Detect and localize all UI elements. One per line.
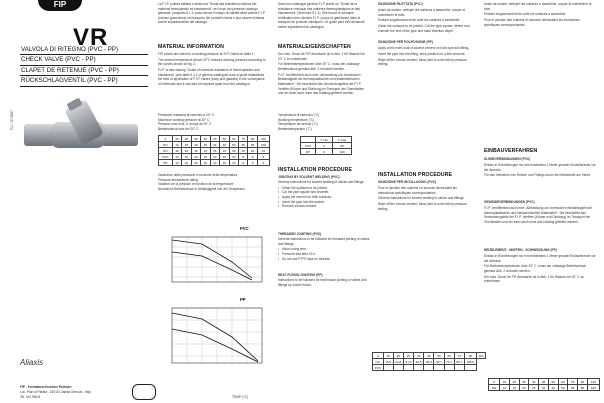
bottom-cell: 32 [414, 353, 424, 359]
pressure-cell: 25 [191, 136, 200, 142]
bottom-cell [383, 365, 393, 371]
pressure-cell: 75 [238, 136, 247, 142]
bottom-row [373, 365, 486, 371]
bottom-cell: PVC [373, 365, 384, 371]
pressure-cell: 6 [248, 160, 257, 166]
pressure-row [159, 160, 270, 166]
col1-intro [158, 2, 268, 26]
bottom-cell [403, 365, 413, 371]
pressure-cell: d [159, 136, 173, 142]
temp-en: Working temperature (°C) [278, 117, 315, 122]
pvc-chart [162, 232, 272, 292]
table1-captions [158, 113, 268, 131]
col4-de [484, 163, 596, 179]
de-p29: Für das Verkleben von Rohren und Fittings durch die Klebemuffe am Ventil. [484, 173, 591, 178]
fip-logo [38, 0, 82, 11]
bottom-cell [434, 365, 444, 371]
bottom-cell: 90 [464, 353, 476, 359]
bottom-right-cell: 25 [529, 385, 539, 391]
bottom-right-cell: 110 [587, 379, 599, 385]
chart-caption-it: Variazione della pressione in funzione della temperatura [158, 173, 238, 177]
bullet-4: • Insert the pipe into the socket. [278, 200, 370, 205]
pressure-cell: 10 [172, 160, 181, 166]
pressure-cell: 10 [201, 154, 210, 160]
footer-logo-outline [132, 384, 156, 400]
chart-captions [158, 173, 268, 191]
pressure-cell: 16 [182, 148, 191, 154]
pressure-cell: PP [159, 160, 173, 166]
threaded-title: THREADED JOINTING (PVC) [278, 232, 322, 236]
temp-captions [278, 113, 370, 131]
temp-row [301, 149, 352, 155]
de-p16-b: F.I.P. veröffentlicht auch eine „Abhandlung zur chemischen Beständigkeit der thermoplastischen und elastomerischen Materialien". Sie beschreibt das Verwendungsfeld der F.I.P. Ventilen (Körper und Dichtung) im Transport der Chemikalien und ein kann auch ohne das Katalog geliefert werden. [484, 206, 593, 224]
pressure-cell: 16 [220, 148, 229, 154]
bottom-right-cell: 50 [548, 379, 558, 385]
bottom-right-cell: 63 [558, 379, 568, 385]
col4-de-3 [484, 254, 596, 285]
bottom-cell: 31.9 [403, 359, 413, 365]
bottom-cell: 75 [454, 353, 464, 359]
pressure-cell: 10 [182, 154, 191, 160]
pressure-cell: 50 [220, 136, 229, 142]
klebeverbindungen: KLEBEVERBINDUNGEN (PVC) [484, 157, 531, 161]
col2-intro [278, 2, 370, 31]
en-p23: Apply a thin even coat of solvent cement on both pipe and fitting. [378, 46, 470, 50]
fr-p32-b: Enduire soigneusement de colle les surfaces à assembler. [484, 12, 567, 17]
col1-material [158, 52, 268, 88]
de-p28-b: Einbau in Rohrleitungen nur mit mindestens 1 Meter gerader Einlaufstrecke vor der Armatur. [484, 254, 596, 263]
bottom-cell: 20 [393, 353, 403, 359]
bottom-right-cell: 40 [539, 379, 549, 385]
logo-text: FIP [53, 0, 67, 9]
pressure-cell: 40 [220, 142, 229, 148]
temp-de: Betriebstemperatur (°C) [278, 126, 312, 131]
temp-cell: T min [316, 137, 333, 143]
pressure-cell: 6 [238, 154, 247, 160]
pressure-cell: 6 [257, 154, 269, 160]
bottom-cell [393, 365, 403, 371]
pressure-cell: 20 [191, 142, 200, 148]
de-p28: Einbau in Rohrleitungen nur mit mindestens 1 Meter gerader Einlaufstrecke vor der Armatur. [484, 163, 596, 172]
intro-it: La F.I.P. politica italiana e stata una "Guida alla resistenza chimica dei materiali termoplastici ed elastomerici" nel corpo del presente catalogo generale, prospetto 5.1.1 ossia ricerca il campo di validità della valvola F.I.P (incluso guarnizioni) nel trasporto dei prodotti chimici e può essere richiesta anche separatamente dal catalogo. [158, 2, 265, 25]
bottom-cell: 24.8 [393, 359, 403, 365]
threaded-p26: General instructions to be followed for threaded jointing of valves and fittings: [278, 237, 370, 246]
bottom-right-cell: 25 [519, 379, 529, 385]
bottom-right-cell: 75 [568, 379, 578, 385]
fr-p30-b: Pour le jonction des robinets et raccords nécessitant les instructions spécifiques correspondantes. [484, 18, 580, 27]
installation-title: INSTALLATION PROCEDURE [278, 167, 353, 173]
install-bullets [278, 186, 370, 209]
pressure-cell: 32 [210, 142, 219, 148]
pressure-cell: 40 [210, 136, 219, 142]
de-p14: Der max. Druck für FIP Armaturen ist in Abb. 1 für Wasser bei 20° C zu entnehmen. [278, 52, 365, 61]
en-p21-b: General instructions for solvent welding of valves and fittings: [378, 196, 465, 201]
bottom-cell: 50 [434, 353, 444, 359]
bottom-cell: 40.5 [414, 359, 424, 365]
pp-chart-label: PP [240, 297, 246, 302]
pressure-cell: 10 [229, 160, 238, 166]
de-p15-b: Für Betriebstemperaturen über 20° C, muss der zulässige Betriebsdruck gemäss Abb. 2 reduziert werden. [484, 264, 586, 273]
title-it: VALVOLA DI RITEGNO (PVC - PP) [20, 45, 148, 55]
de-p14-b: Der max. Druck für FIP Armaturen ist in Abb. 1 für Wasser bei 20° C zu entnehmen. [484, 274, 584, 284]
fusion-p27: Instructions to be followed for heat fusion jointing of valves and fittings by socket fusion. [278, 278, 367, 287]
pressure-cell: 16 [201, 148, 210, 154]
pressure-cell: 10 [210, 160, 219, 166]
bottom-right-cell: 10 [500, 385, 510, 391]
pressure-cell: 65 [238, 142, 247, 148]
col3-mid [378, 46, 470, 68]
product-code: VR [73, 24, 109, 51]
bullet-7: • Pressure test after 24 h. [278, 252, 370, 257]
en-p25-b: Wipe off the excess cement. Allow joint to cure before pressure testing. [378, 202, 467, 211]
fusion-title: HEAT FUSION JOINTING (PP) [278, 273, 323, 277]
pressure-cell: 10 [201, 160, 210, 166]
bottom-cell: 110 [477, 353, 486, 359]
bottom-cell: 40 [424, 353, 434, 359]
fr-p30: Pour le jonction des robinets et raccords nécessitant les instructions spécifiques correspondantes. [378, 186, 457, 195]
caption-en: Maximum working pressure at 20° C [158, 117, 210, 122]
fr-p31-b: Avant de souder, nettoyer les surfaces à assembler, couper et chanfreiner le tube. [484, 2, 592, 11]
bottom-right-cell: 20 [519, 385, 529, 391]
title-de: RÜCKSCHLAGVENTIL (PVC - PP) [20, 76, 148, 86]
temp-table [300, 136, 352, 155]
col2-install [278, 180, 370, 209]
fr-p31: Avant de souder, nettoyer les surfaces à assembler, couper et chanfreiner le tube. [378, 8, 466, 17]
left-margin [10, 30, 16, 340]
bottom-cell: 106.6 [464, 359, 476, 365]
temp-cell: PP [301, 149, 316, 155]
pressure-cell: 10 [238, 148, 247, 154]
heizelement: HEIZELEMENT - MUFFEN - SCHWEISSUNG (PP) [484, 248, 557, 252]
temp-cell: 60 [333, 143, 352, 149]
bottom-cell: 63 [444, 353, 454, 359]
bottom-right-cell: 32 [539, 385, 549, 391]
pressure-cell: 16 [210, 148, 219, 154]
bullet-8: • Do not use PTFE tape on threads. [278, 257, 370, 262]
pressure-cell: 10 [182, 160, 191, 166]
pressure-cell: 80 [248, 142, 257, 148]
pressure-cell: PVC [159, 154, 173, 160]
title-en: CHECK VALVE (PVC - PP) [20, 55, 148, 65]
bottom-table [372, 352, 486, 371]
pressure-cell: 10 [191, 154, 200, 160]
col3-install [378, 186, 470, 213]
pp-chart [162, 303, 272, 375]
footer-company: FIP - Formatura Iniezione Polimeri [20, 385, 72, 389]
footer-phone: Tel. 010 96211 [20, 395, 41, 399]
bottom-cell: 62.7 [434, 359, 444, 365]
bottom-cell [454, 365, 464, 371]
bullet-3: • Apply the cement on both surfaces. [278, 195, 370, 200]
material-p3: The service temperature above 20°C reduces working pressure according to the curves shown on fig. 2. [158, 57, 266, 67]
pressure-cell: 6 [248, 154, 257, 160]
pressure-cell: 90 [248, 136, 257, 142]
pressure-cell: 16 [191, 148, 200, 154]
bottom-cell: mm [373, 359, 384, 365]
pressure-cell: 6 [238, 160, 247, 166]
pressure-cell: 6 [257, 160, 269, 166]
einbau-title: EINBAUVERFAHREN [484, 148, 538, 154]
margin-code: F.C. / 07.2007 [10, 110, 14, 130]
pressure-cell: 16 [172, 148, 181, 154]
bottom-cell: d [373, 353, 384, 359]
caption-de: Betriebsdruck max bei 20° C [158, 126, 199, 131]
col3-top [378, 8, 470, 35]
bottom-right-cell: 90 [578, 379, 588, 385]
fr-p32: Enduire soigneusement de colle les surfaces à assembler. [378, 18, 461, 23]
temp-cell: 0 [316, 149, 333, 155]
materialeigenschaften-title: MATERIALEIGENSCHAFTEN [278, 44, 351, 50]
bottom-cell [444, 365, 454, 371]
bottom-right-cell: DN [489, 385, 500, 391]
col4-top [484, 2, 596, 29]
col4-de-2 [484, 206, 596, 226]
pressure-cell: 16 [229, 148, 238, 154]
pressure-table [158, 135, 270, 166]
en-p22: Clean the surfaces to be jointed. Cut the pipe square, deburr and chamfer the end of the pipe and mark insertion depth. [378, 24, 470, 33]
pressure-cell: 25 [201, 142, 210, 148]
valve-image [22, 98, 142, 170]
temp-cell: T max [333, 137, 352, 143]
giunzione-filettata: GIUNZIONE FILETTATA (PVC) [378, 2, 423, 6]
material-p2: FIP valves are rated for a working pressure at 20°C listed on table 1. [158, 52, 255, 56]
col2-threaded [278, 237, 370, 261]
pressure-cell: 10 [210, 154, 219, 160]
giunzione-polifusione: GIUNZIONE PER POLIFUSIONE (PP) [378, 40, 433, 44]
bottom-cell: 25 [403, 353, 413, 359]
bottom-cell [424, 365, 434, 371]
bullet-5: • Remove excess cement. [278, 204, 370, 209]
title-fr: CLAPET DE RETENUE (PVC - PP) [20, 66, 148, 76]
caption-it: Pressione massima di esercizio a 20° C [158, 113, 215, 117]
temp-cell: 0 [316, 143, 333, 149]
aliaxis-brand: Aliaxis [20, 358, 44, 367]
bottom-cell: 16 [383, 353, 393, 359]
bottom-cell: 86.7 [454, 359, 464, 365]
bottom-cell [464, 365, 476, 371]
bottom-right-cell: 32 [529, 379, 539, 385]
en-p25: Wipe off the excess cement. Allow joint to cure before pressure testing. [378, 57, 467, 67]
temp-it: Temperatura di esercizio (°C) [278, 113, 320, 117]
bottom-cell: 15.5 [383, 359, 393, 365]
bottom-right-cell: 50 [558, 385, 568, 391]
bottom-right-cell: 65 [568, 385, 578, 391]
temp-fr: Température de service (°C) [278, 122, 318, 127]
product-titles [20, 45, 148, 87]
col2-fusion [278, 278, 370, 288]
pressure-cell: 15 [182, 142, 191, 148]
bullet-2: • Cut the pipe square and chamfer. [278, 190, 370, 195]
de-p15: Für Betriebstemperaturen über 20° C, muss der zulässige Betriebsdruck gemäss Abb. 2 reduziert werden. [278, 62, 360, 71]
pressure-cell: 10 [220, 160, 229, 166]
chart-caption-en: Pressure temperature rating [158, 177, 198, 182]
bullet-6: • Allow curing time. [278, 247, 370, 252]
gewindeverbindungen: GEWINDEVERBINDUNGEN (PVC) [484, 200, 535, 204]
temp-cell: PVC [301, 143, 316, 149]
install-p21: General instructions for solvent welding of valves and fittings: [278, 180, 365, 184]
bottom-right-cell: 40 [548, 385, 558, 391]
pressure-cell: 110 [257, 136, 269, 142]
bottom-cell [414, 365, 424, 371]
bottom-cell: 74.7 [444, 359, 454, 365]
pressure-cell: 10 [229, 154, 238, 160]
bottom-caption: TEMP. (°C) [232, 395, 248, 399]
bullet-1: • Clean the surfaces to be jointed. [278, 186, 370, 191]
bottom-right-cell: 15 [509, 385, 519, 391]
bottom-right-cell: 100 [587, 385, 599, 391]
material-info-title: MATERIAL INFORMATION [158, 44, 224, 50]
en-p24: Insert the pipe into the fitting, keep position for a few seconds. [378, 51, 466, 56]
solvent-title: JOINTING BY SOLVENT WELDING (PVC) [278, 175, 340, 179]
caption-fr: Pression max hors. fl. temps de 20° C [158, 122, 212, 127]
material-p4: F.I.P. is also issuing "Guide of chemical resistance of thermoplastics and elastomers" (see table 5.1.1 of general catalogue) such a guide establishes the field of application of F.I.P. valves (body and gaskets) in the conveyance of chemicals and it can also be required apart from the catalogue. [158, 68, 265, 86]
pressure-cell: DN [159, 142, 173, 148]
bottom-cell: 49.9 [424, 359, 434, 365]
pressure-cell: 10 [220, 154, 229, 160]
giunzione-incollaggio: GIUNZIONE PER INCOLLAGGIO (PVC) [378, 180, 437, 184]
pressure-cell: 16 [172, 136, 181, 142]
footer-address: Loc. Pian di Parata - 16015 Casella Genova - Italy [20, 390, 91, 394]
bottom-right-row [489, 385, 600, 391]
pressure-cell: 10 [191, 160, 200, 166]
intro-fr: Dans son catalogue général F.I.P publie un "Guide de la résistance chimique des matières thermoplastiques et des élastomères" (Brochure 5.1.1). Elle trouve le domaine d'utilisation des robinets F.I.P. (corps et garnitures) dans le transport de produits chimiques. Ce guide peut être demandé même séparément du catalogue. [278, 2, 365, 29]
bottom-right-cell: 80 [578, 385, 588, 391]
pressure-cell: PN [159, 148, 173, 154]
pressure-cell: 10 [172, 154, 181, 160]
pressure-cell: 100 [257, 142, 269, 148]
bottom-right-cell: 16 [500, 379, 510, 385]
bottom-right-cell: d [489, 379, 500, 385]
bottom-right-table [488, 378, 600, 391]
pressure-cell: 63 [229, 136, 238, 142]
temp-cell: 100 [333, 149, 352, 155]
bottom-right-cell: 20 [509, 379, 519, 385]
threaded-bullets [278, 247, 370, 261]
pressure-cell: 10 [248, 148, 257, 154]
chart-caption-de: Nenndruck Betriebsdruck in Abhängigkeit von der Temperatur [158, 186, 245, 191]
pressure-cell: 50 [229, 142, 238, 148]
pressure-cell: 32 [201, 136, 210, 142]
pressure-cell: 20 [182, 136, 191, 142]
pvc-chart-label: PVC [240, 226, 249, 231]
de-p16: F.I.P. veröffentlicht auch eine „Abhandlung zur chemischen Beständigkeit der thermoplastischen und elastomerischen Materialien". Sie beschreibt das Verwendungsfeld der F.I.P. Ventilen (Körper und Dichtung) im Transport der Chemikalien und ein kann auch ohne das Katalog geliefert werden. [278, 72, 365, 96]
pressure-cell: 10 [257, 148, 269, 154]
pressure-cell: 10 [172, 142, 181, 148]
installation-title-2: INSTALLATION PROCEDURE [378, 172, 453, 178]
chart-caption-fr: Variation de la pression en fonction de la température [158, 182, 234, 187]
col2-material [278, 52, 370, 97]
